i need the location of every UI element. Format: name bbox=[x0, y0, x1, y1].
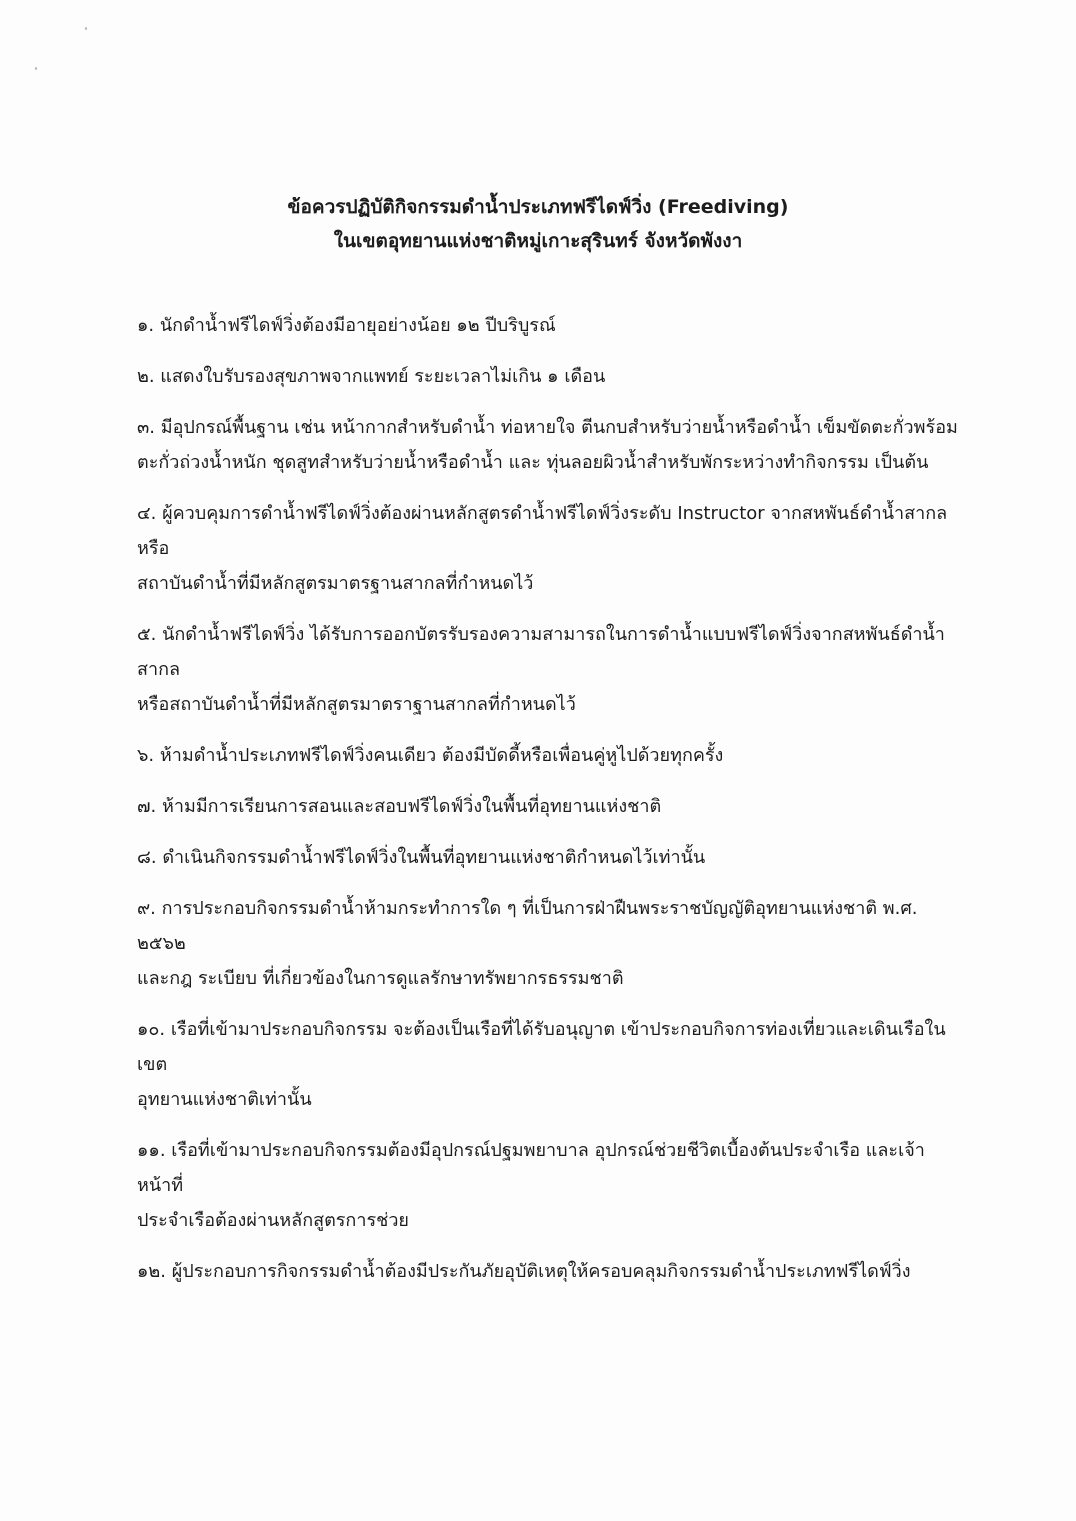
document-title bbox=[0, 190, 1076, 258]
rule-line: ๑๐. เรือที่เข้ามาประกอบกิจกรรม จะต้องเป็นเรือที่ได้รับอนุญาต เข้าประกอบกิจการท่องเที่ยวและเดินเรือในเขต bbox=[137, 1019, 946, 1075]
rule-item-3 bbox=[137, 410, 959, 480]
rule-line: ๖. ห้ามดำน้ำประเภทฟรีไดฟ์วิ่งคนเดียว ต้องมีบัดดี้หรือเพื่อนคู่หูไปด้วยทุกครั้ง bbox=[137, 745, 724, 766]
rule-line: ๙. การประกอบกิจกรรมดำน้ำห้ามกระทำการใด ๆ ที่เป็นการฝ่าฝืนพระราชบัญญัติอุทยานแห่งชาติ พ.ศ. ๒๕๖๒ bbox=[137, 898, 918, 954]
rule-line: ประจำเรือต้องผ่านหลักสูตรการช่วย bbox=[137, 1210, 409, 1231]
rules-list bbox=[137, 308, 959, 1305]
rule-line: อุทยานแห่งชาติเท่านั้น bbox=[137, 1089, 312, 1110]
scan-speck bbox=[35, 67, 37, 70]
rule-item-9 bbox=[137, 891, 959, 996]
rule-line: ๕. นักดำน้ำฟรีไดฟ์วิ่ง ได้รับการออกบัตรรับรองความสามารถในการดำน้ำแบบฟรีไดฟ์วิ่งจากสหพันธ์ดำน้ำสากล bbox=[137, 624, 945, 680]
rule-item-8 bbox=[137, 840, 959, 875]
rule-item-1 bbox=[137, 308, 959, 343]
rule-line: ๘. ดำเนินกิจกรรมดำน้ำฟรีไดฟ์วิ่งในพื้นที่อุทยานแห่งชาติกำหนดไว้เท่านั้น bbox=[137, 847, 706, 868]
rule-item-11 bbox=[137, 1133, 959, 1238]
rule-item-2 bbox=[137, 359, 959, 394]
rule-item-6 bbox=[137, 738, 959, 773]
subtitle-line: ในเขตอุทยานแห่งชาติหมู่เกาะสุรินทร์ จังหวัดพังงา bbox=[333, 230, 743, 252]
scan-speck bbox=[85, 27, 87, 30]
rule-line: ๑๒. ผู้ประกอบการกิจกรรมดำน้ำต้องมีประกันภัยอุบัติเหตุให้ครอบคลุมกิจกรรมดำน้ำประเภทฟรีไดฟ์วิ่ง bbox=[137, 1261, 911, 1282]
rule-item-10 bbox=[137, 1012, 959, 1117]
rule-item-7 bbox=[137, 789, 959, 824]
rule-line: ๗. ห้ามมีการเรียนการสอนและสอบฟรีไดฟ์วิ่งในพื้นที่อุทยานแห่งชาติ bbox=[137, 796, 662, 817]
rule-line: สถาบันดำน้ำที่มีหลักสูตรมาตรฐานสากลที่กำหนดไว้ bbox=[137, 573, 534, 594]
rule-line: ตะกั่วถ่วงน้ำหนัก ชุดสูทสำหรับว่ายน้ำหรือดำน้ำ และ ทุ่นลอยผิวน้ำสำหรับพักระหว่างทำกิจกรรม เป็นต้น bbox=[137, 452, 929, 473]
rule-line: ๑. นักดำน้ำฟรีไดฟ์วิ่งต้องมีอายุอย่างน้อย ๑๒ ปีบริบูรณ์ bbox=[137, 315, 556, 336]
rule-line: ๑๑. เรือที่เข้ามาประกอบกิจกรรมต้องมีอุปกรณ์ปฐมพยาบาล อุปกรณ์ช่วยชีวิตเบื้องต้นประจำเรือ และเจ้าหน้าที่ bbox=[137, 1140, 925, 1196]
rule-line: ๓. มีอุปกรณ์พื้นฐาน เช่น หน้ากากสำหรับดำน้ำ ท่อหายใจ ตีนกบสำหรับว่ายน้ำหรือดำน้ำ เข็มขัดตะกั่วพร้อม bbox=[137, 417, 958, 438]
rule-line: ๔. ผู้ควบคุมการดำน้ำฟรีไดฟ์วิ่งต้องผ่านหลักสูตรดำน้ำฟรีไดฟ์วิ่งระดับ Instructor จากสหพันธ์ดำน้ำสากล หรือ bbox=[137, 503, 948, 559]
rule-line: ๒. แสดงใบรับรองสุขภาพจากแพทย์ ระยะเวลาไม่เกิน ๑ เดือน bbox=[137, 366, 606, 387]
rule-item-5 bbox=[137, 617, 959, 722]
rule-item-4 bbox=[137, 496, 959, 601]
rule-line: และกฎ ระเบียบ ที่เกี่ยวข้องในการดูแลรักษาทรัพยากรธรรมชาติ bbox=[137, 968, 624, 989]
rule-item-12 bbox=[137, 1254, 959, 1289]
title-line: ข้อควรปฏิบัติกิจกรรมดำน้ำประเภทฟรีไดฟ์วิ่ง (Freediving) bbox=[287, 196, 789, 218]
rule-line: หรือสถาบันดำน้ำที่มีหลักสูตรมาตราฐานสากลที่กำหนดไว้ bbox=[137, 694, 576, 715]
